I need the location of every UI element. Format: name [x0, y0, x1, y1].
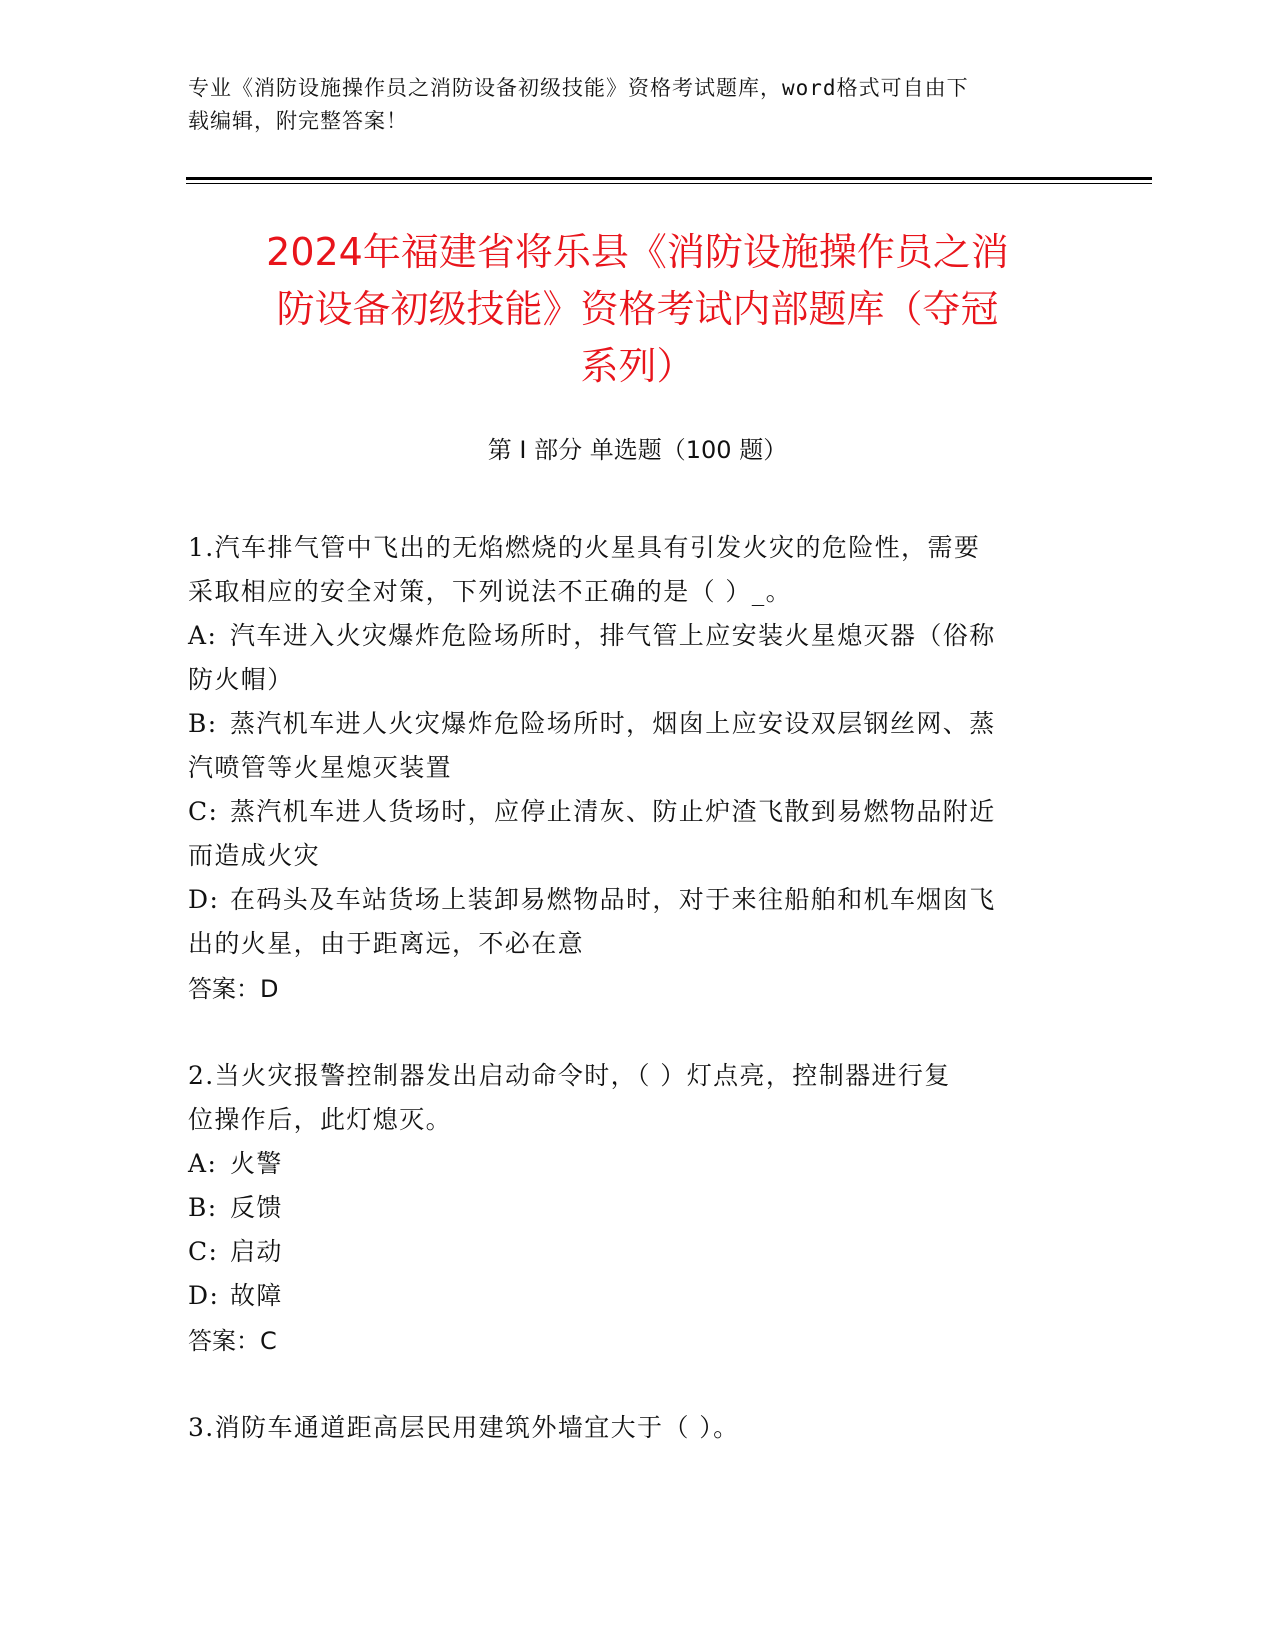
question-1 [188, 526, 1068, 1012]
header-divider-thin [186, 183, 1152, 184]
option-b-continued: 汽喷管等火星熄灭装置 [188, 753, 453, 782]
option-text: 火警 [230, 1149, 283, 1178]
option-text: 启动 [230, 1237, 283, 1266]
option-text: 反馈 [230, 1193, 283, 1222]
title-line-2: 防设备初级技能》资格考试内部题库（夺冠 [276, 287, 999, 331]
option-letter: D: [188, 885, 220, 914]
option-c [188, 790, 1068, 834]
option-b [188, 702, 1068, 746]
option-letter: A: [188, 621, 218, 650]
header-note-line-2: 载编辑，附完整答案！ [188, 109, 408, 133]
option-d [188, 878, 1068, 922]
question-list [188, 526, 1068, 1492]
option-text: 蒸汽机车进人火灾爆炸危险场所时，烟囱上应安设双层钢丝网、蒸 [230, 709, 996, 738]
option-letter: B: [188, 1193, 218, 1222]
option-text: 蒸汽机车进人货场时，应停止清灰、防止炉渣飞散到易燃物品附近 [230, 797, 996, 826]
option-d-continued: 出的火星，由于距离远，不必在意 [188, 929, 585, 958]
title-line-3: 系列） [580, 344, 695, 388]
question-stem-line: 位操作后，此灯熄灭。 [188, 1105, 453, 1134]
question-stem-line: 2.当火灾报警控制器发出启动命令时，（ ）灯点亮，控制器进行复 [188, 1061, 951, 1090]
question-stem-line: 3.消防车通道距高层民用建筑外墙宜大于（ ）。 [188, 1413, 740, 1442]
document-title [170, 224, 1105, 395]
answer: 答案：D [188, 975, 279, 1003]
question-stem-line: 采取相应的安全对策，下列说法不正确的是（ ）_。 [188, 577, 793, 606]
option-text: 故障 [230, 1281, 283, 1310]
section-heading: 第 I 部分 单选题（100 题） [487, 436, 788, 464]
option-d [188, 1274, 1068, 1318]
option-letter: D: [188, 1281, 220, 1310]
option-c-continued: 而造成火灾 [188, 841, 321, 870]
option-a-continued: 防火帽） [188, 665, 294, 694]
option-letter: C: [188, 1237, 219, 1266]
option-text: 在码头及车站货场上装卸易燃物品时，对于来往船舶和机车烟囱飞 [230, 885, 996, 914]
option-a [188, 1142, 1068, 1186]
title-line-1: 2024年福建省将乐县《消防设施操作员之消 [266, 230, 1009, 274]
option-a [188, 614, 1068, 658]
option-letter: C: [188, 797, 219, 826]
option-c [188, 1230, 1068, 1274]
header-note-line-1: 专业《消防设施操作员之消防设备初级技能》资格考试题库，word格式可自由下 [188, 76, 969, 100]
option-letter: A: [188, 1149, 218, 1178]
question-3 [188, 1406, 1068, 1450]
question-stem-line: 1.汽车排气管中飞出的无焰燃烧的火星具有引发火灾的危险性，需要 [188, 533, 981, 562]
option-text: 汽车进入火灾爆炸危险场所时，排气管上应安装火星熄灭器（俗称 [230, 621, 996, 650]
option-b [188, 1186, 1068, 1230]
option-letter: B: [188, 709, 218, 738]
header-divider-thick [186, 177, 1152, 180]
answer: 答案：C [188, 1327, 277, 1355]
header-note [188, 72, 1068, 138]
question-2 [188, 1054, 1068, 1364]
